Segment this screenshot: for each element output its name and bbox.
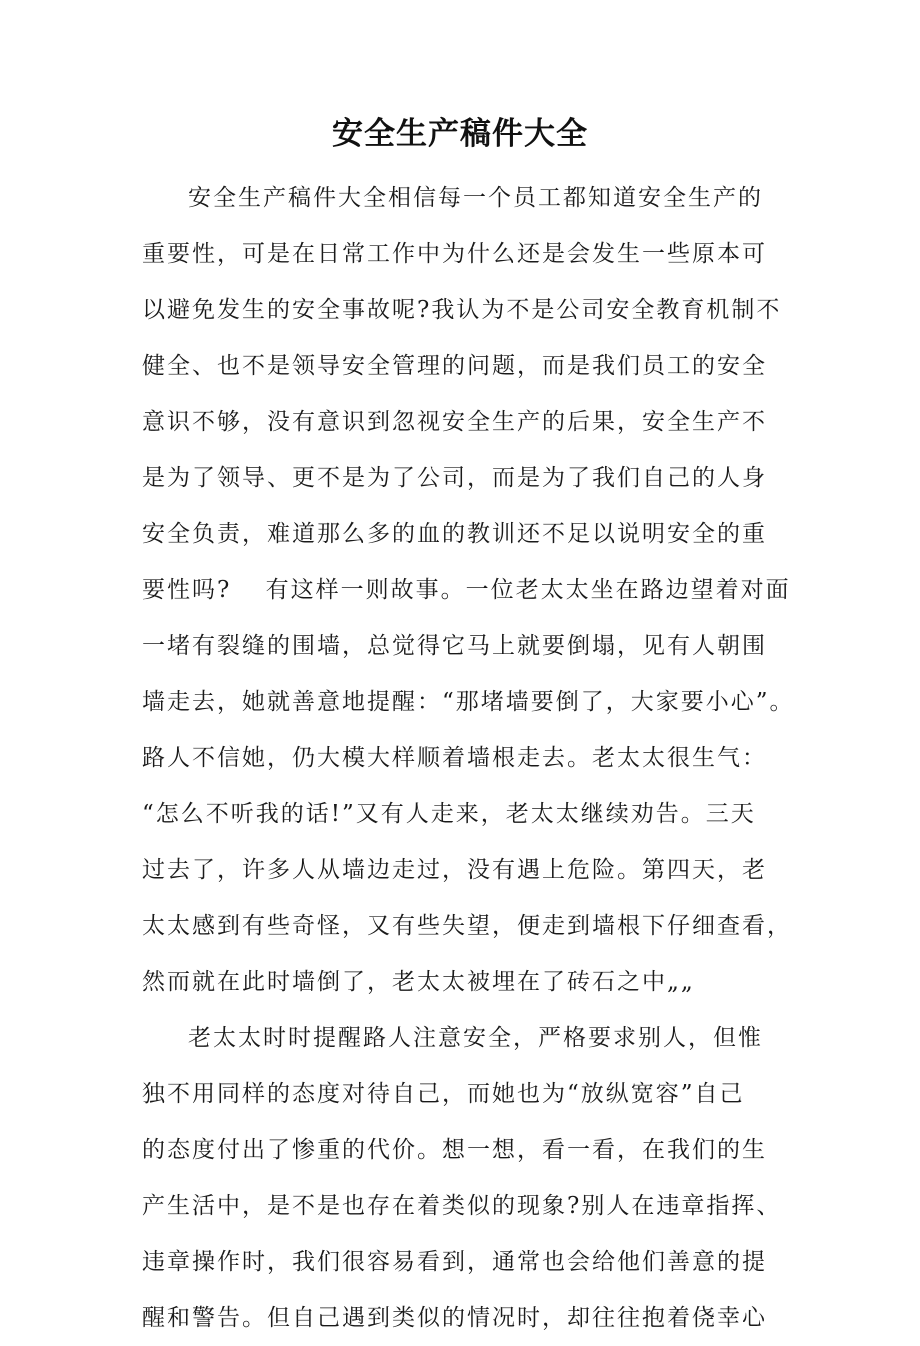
- paragraph-line: 违章操作时，我们很容易看到，通常也会给他们善意的提: [142, 1249, 767, 1275]
- paragraph-line: 独不用同样的态度对待自己，而她也为“放纵宽容”自己: [142, 1081, 745, 1107]
- paragraph-line: 是为了领导、更不是为了公司，而是为了我们自己的人身: [142, 465, 767, 491]
- paragraph-line: 安全生产稿件大全相信每一个员工都知道安全生产的: [188, 185, 763, 211]
- paragraph-line: 的态度付出了惨重的代价。想一想，看一看，在我们的生: [142, 1137, 767, 1163]
- document-title: 安全生产稿件大全: [332, 116, 588, 152]
- paragraph-line: 老太太时时提醒路人注意安全，严格要求别人，但惟: [188, 1025, 763, 1051]
- paragraph-line: 过去了，许多人从墙边走过，没有遇上危险。第四天，老: [142, 857, 767, 883]
- paragraph-line: 健全、也不是领导安全管理的问题，而是我们员工的安全: [142, 353, 767, 379]
- paragraph-line: 醒和警告。但自己遇到类似的情况时，却往往抱着侥幸心: [142, 1305, 767, 1331]
- paragraph-line: 要性吗? 有这样一则故事。一位老太太坐在路边望着对面: [142, 577, 791, 603]
- paragraph-line: 然而就在此时墙倒了，老太太被埋在了砖石之中„„: [142, 969, 695, 995]
- paragraph-line: 路人不信她，仍大模大样顺着墙根走去。老太太很生气：: [142, 745, 767, 771]
- paragraph-line: 以避免发生的安全事故呢?我认为不是公司安全教育机制不: [142, 297, 782, 323]
- paragraph-line: 太太感到有些奇怪，又有些失望，便走到墙根下仔细查看，: [142, 913, 792, 939]
- paragraph-line: “怎么不听我的话!”又有人走来，老太太继续劝告。三天: [142, 801, 756, 827]
- paragraph-line: 一堵有裂缝的围墙，总觉得它马上就要倒塌，见有人朝围: [142, 633, 767, 659]
- paragraph-line: 产生活中，是不是也存在着类似的现象?别人在违章指挥、: [142, 1193, 782, 1219]
- document-body: [142, 170, 795, 1346]
- paragraph-line: 意识不够，没有意识到忽视安全生产的后果，安全生产不: [142, 409, 767, 435]
- paragraph-line: 安全负责，难道那么多的血的教训还不足以说明安全的重: [142, 521, 767, 547]
- paragraph-line: 重要性，可是在日常工作中为什么还是会发生一些原本可: [142, 241, 767, 267]
- paragraph-line: 墙走去，她就善意地提醒：“那堵墙要倒了，大家要小心”。: [142, 689, 795, 715]
